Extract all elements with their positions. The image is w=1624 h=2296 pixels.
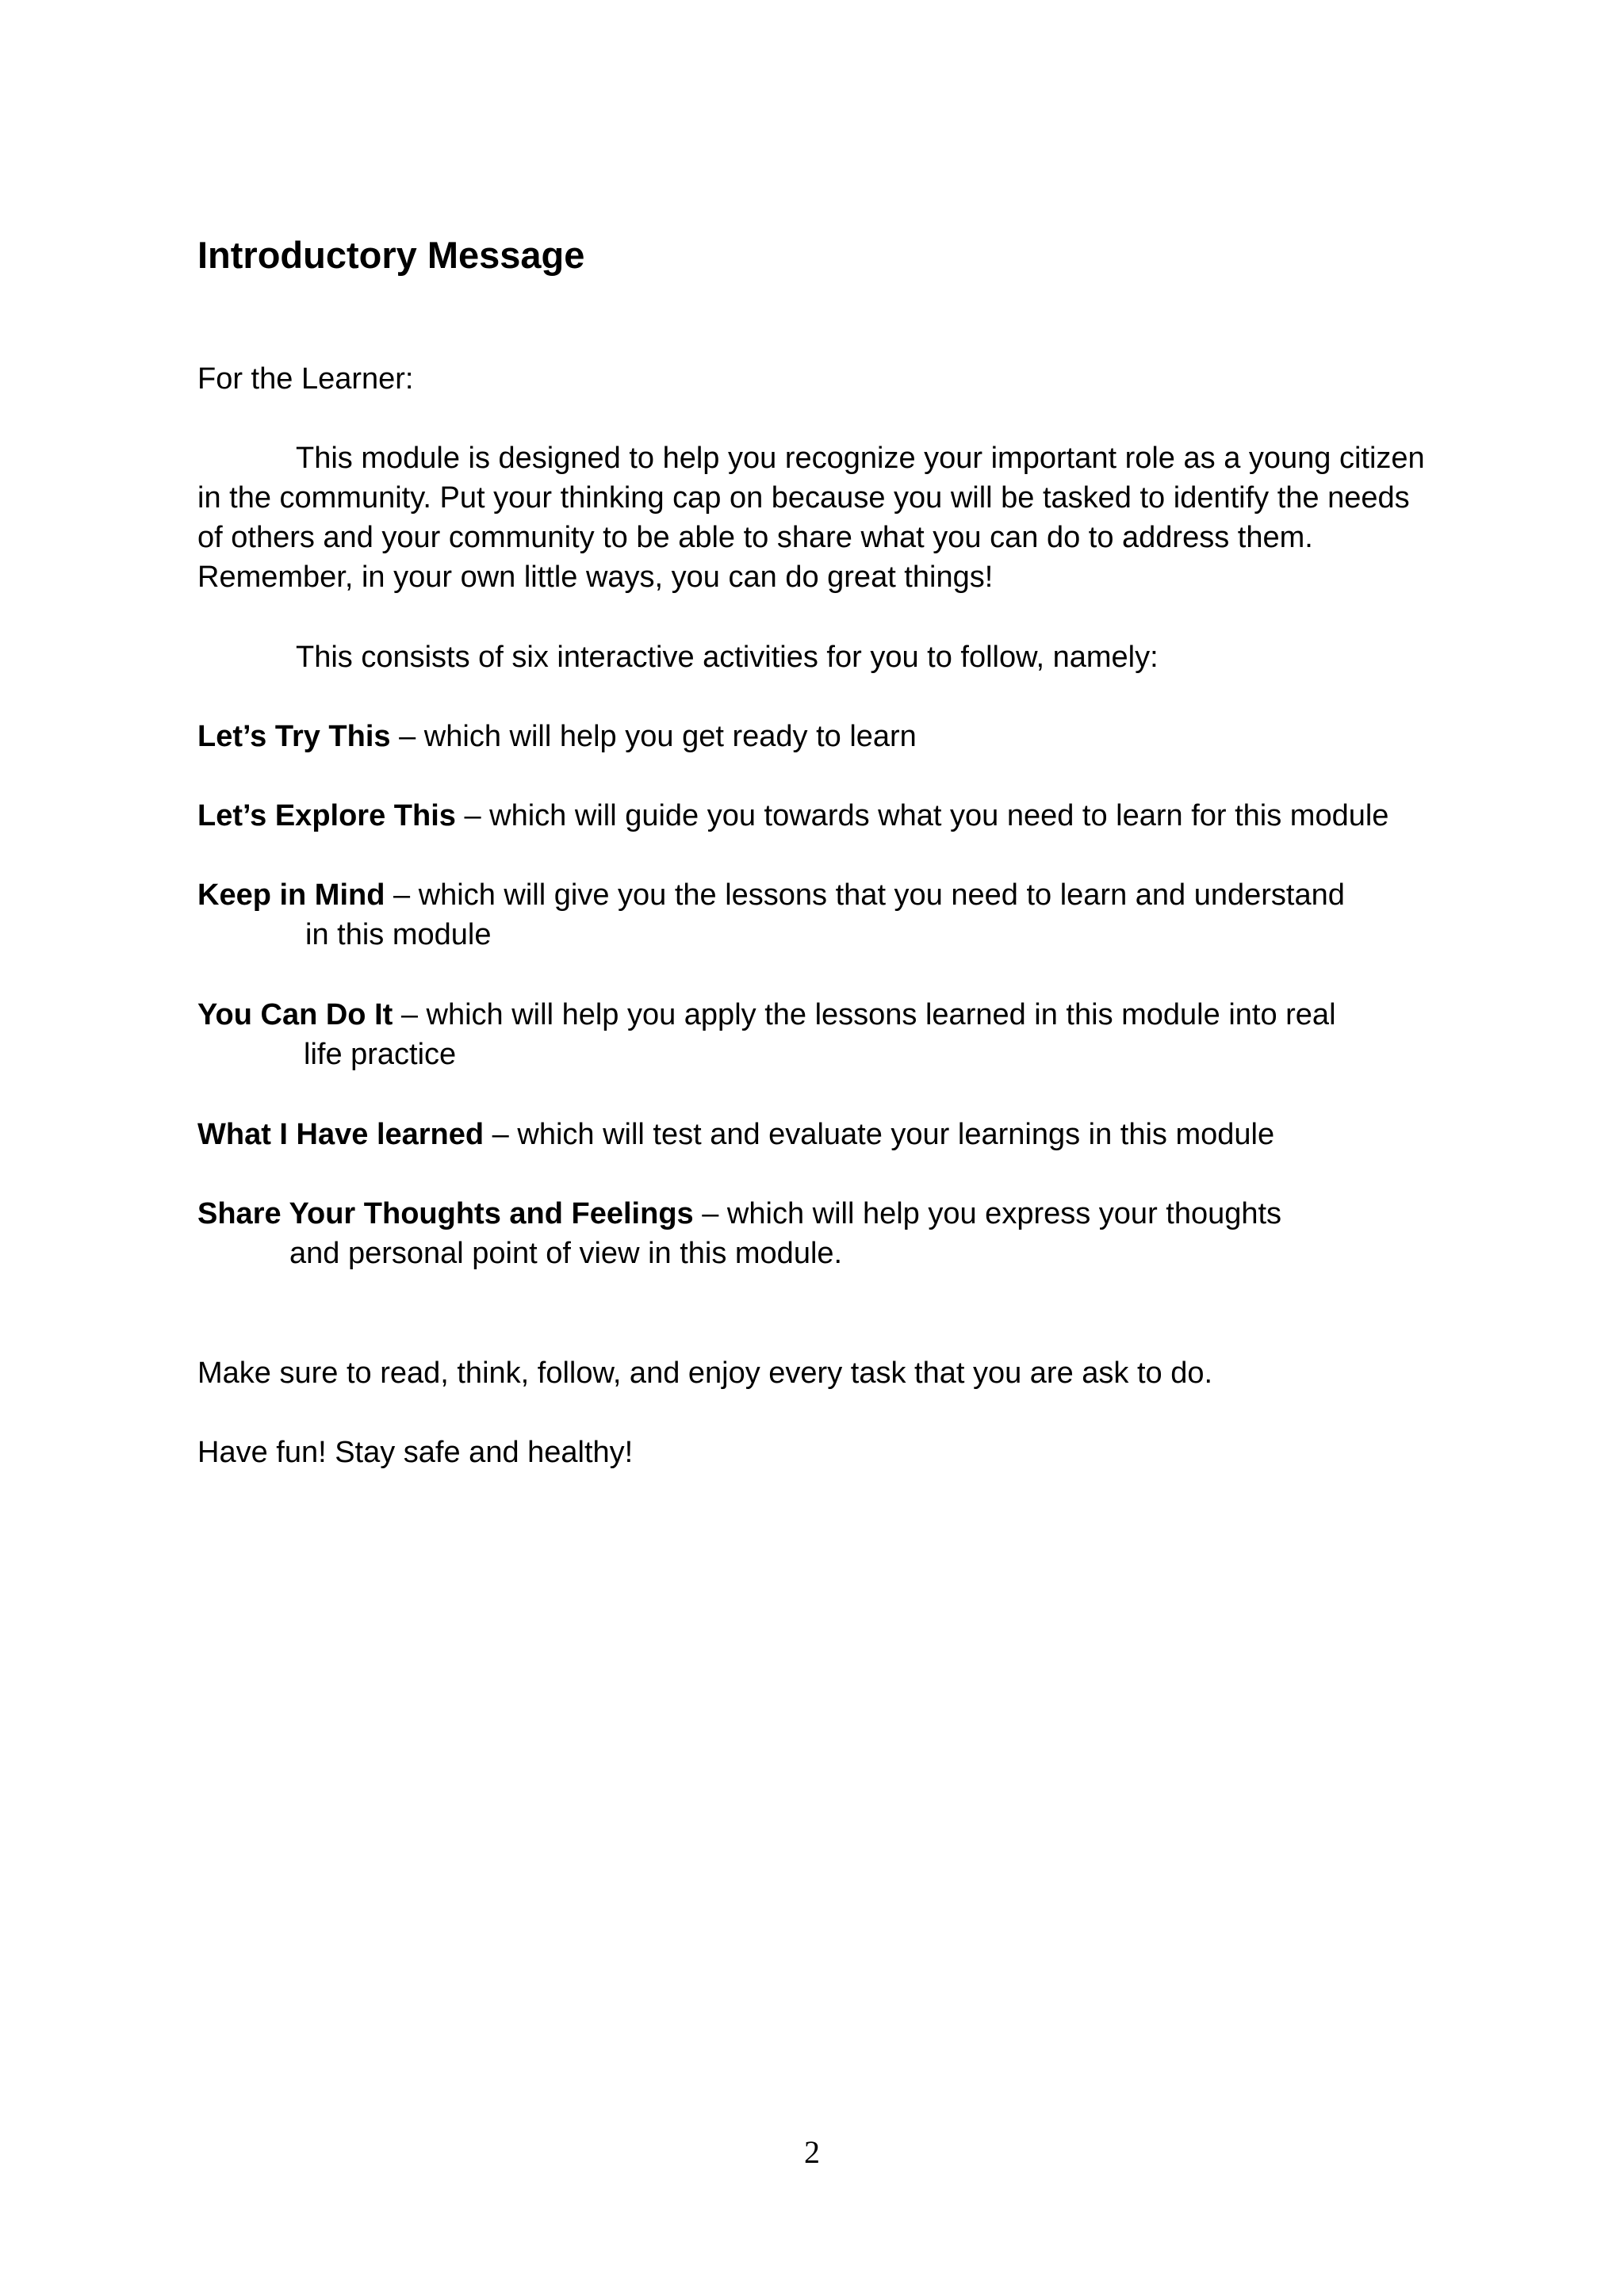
- closing-instruction: Make sure to read, think, follow, and enjoy every task that you are ask to do.: [197, 1357, 1213, 1390]
- activity-description-continued: and personal point of view in this module.: [289, 1237, 843, 1270]
- activity-description: – which will guide you towards what you need to learn for this module: [455, 799, 1389, 832]
- activity-line: [197, 796, 1442, 836]
- activity-description: – which will help you get ready to learn: [390, 720, 917, 753]
- page-title: Introductory Message: [197, 234, 585, 276]
- activity-item-share-your-thoughts: [197, 1194, 1442, 1273]
- activity-description: – which will help you express your thoughts: [693, 1197, 1282, 1230]
- activity-line: [197, 1115, 1442, 1154]
- activity-item-what-i-have-learned: [197, 1115, 1442, 1154]
- activity-description: – which will give you the lessons that you need to learn and understand: [385, 878, 1345, 912]
- activity-description: – which will test and evaluate your learnings in this module: [484, 1118, 1275, 1151]
- activity-item-lets-try-this: [197, 717, 1442, 756]
- activity-item-lets-explore-this: [197, 796, 1442, 836]
- activity-name: What I Have learned: [197, 1118, 485, 1151]
- activities-intro-paragraph: This consists of six interactive activities for you to follow, namely:: [296, 641, 1159, 674]
- activity-name: Let’s Try This: [197, 720, 391, 753]
- activity-description: – which will help you apply the lessons learned in this module into real: [393, 998, 1336, 1031]
- activity-item-keep-in-mind: [197, 875, 1442, 955]
- activity-name: Share Your Thoughts and Feelings: [197, 1197, 694, 1230]
- activity-description-continued: in this module: [305, 918, 492, 951]
- activity-name: You Can Do It: [197, 998, 393, 1031]
- activity-name: Keep in Mind: [197, 878, 385, 912]
- greeting: For the Learner:: [197, 362, 414, 396]
- activity-description-continued: life practice: [304, 1038, 457, 1071]
- closing-farewell: Have fun! Stay safe and healthy!: [197, 1436, 634, 1469]
- activity-name: Let’s Explore This: [197, 799, 456, 832]
- activity-line: [197, 717, 1442, 756]
- activity-item-you-can-do-it: [197, 995, 1442, 1074]
- activity-line: [197, 1194, 1442, 1234]
- activity-line: [197, 995, 1442, 1035]
- activity-line: [197, 875, 1442, 915]
- intro-paragraph: This module is designed to help you recognize your important role as a young citizen in the community. Put your thinking cap on because you will be tasked to identify the needs of others and your community to be able to share what you can do to address them. Remember, in your own little ways, you can do great things!: [197, 442, 1425, 594]
- page-number: 2: [804, 2134, 820, 2170]
